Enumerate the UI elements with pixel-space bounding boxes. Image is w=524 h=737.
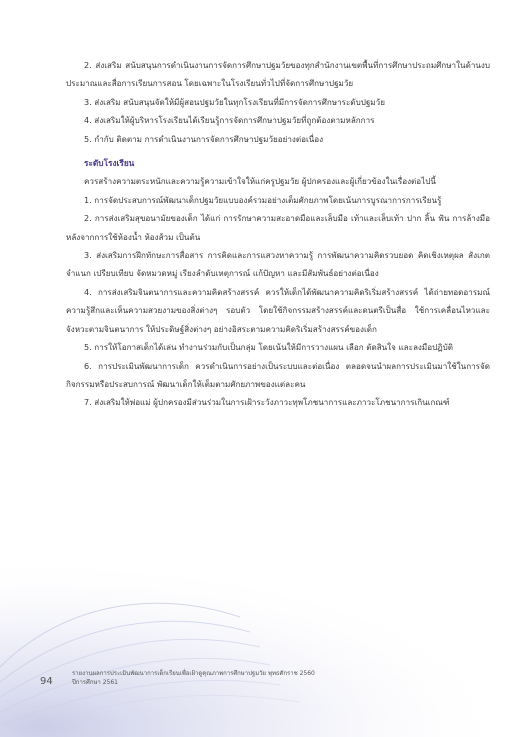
- list-item: 2. ส่งเสริม สนับสนุนการดำเนินงานการจัดการศึกษาปฐมวัยของทุกสำนักงานเขตพื้นที่การศึกษาประถมศึกษาในด้านงบประมาณและสื่อการเรียนการสอน โดยเฉพาะในโรงเรียนทั่วไปที่จัดการศึกษาปฐมวัย: [66, 60, 490, 89]
- section-intro: ควรสร้างความตระหนักและความรู้ความเข้าใจให้แก่ครูปฐมวัย ผู้ปกครองและผู้เกี่ยวข้องในเรื่องต่อไปนี้: [84, 176, 436, 187]
- decorative-swoosh: [0, 547, 524, 737]
- list-item: 3. ส่งเสริม สนับสนุนจัดให้มีผู้สอนปฐมวัยในทุกโรงเรียนที่มีการจัดการศึกษาระดับปฐมวัย: [84, 96, 385, 107]
- footer-title: [72, 669, 315, 687]
- list-item: 1. การจัดประสบการณ์พัฒนาเด็กปฐมวัยแบบองค์รวมอย่างเต็มศักยภาพโดยเน้นการบูรณาการการเรียนรู้: [84, 194, 442, 205]
- list-item: 4. ส่งเสริมให้ผู้บริหารโรงเรียนได้เรียนรู้การจัดการศึกษาปฐมวัยที่ถูกต้องตามหลักการ: [84, 115, 375, 126]
- list-item: 6. การประเมินพัฒนาการเด็ก ควรดำเนินการอย่างเป็นระบบและต่อเนื่อง ตลอดจนนำผลการประเมินมาใช้ในการจัดกิจกรรมหรือประสบการณ์ พัฒนาเด็กให้เต็มตามศักยภาพของแต่ละคน: [66, 360, 490, 389]
- section-heading: ระดับโรงเรียน: [84, 158, 135, 169]
- page-number: 94: [40, 676, 53, 687]
- list-item: 7. ส่งเสริมให้พ่อแม่ ผู้ปกครองมีส่วนร่วมในการเฝ้าระวังภาวะทุพโภชนาการและภาวะโภชนาการเกินเกณฑ์: [84, 397, 450, 408]
- page-footer: [40, 667, 400, 697]
- list-item: 3. ส่งเสริมการฝึกทักษะการสื่อสาร การคิดและการแสวงหาความรู้ การพัฒนาความคิดรวบยอด คิดเชิงเหตุผล สังเกต จำแนก เปรียบเทียบ จัดหมวดหมู่ เรียงลำดับเหตุการณ์ แก้ปัญหา และมีสัมพันธ์อย่างต่อเนื่อง: [66, 250, 490, 279]
- footer-title-line: รายงานผลการประเมินพัฒนาการเด็กเรียนเพื่อเฝ้าดูคุณภาพการศึกษาปฐมวัย พุทธศักราช 2560: [72, 670, 315, 677]
- document-body: [66, 56, 490, 412]
- list-item: 5. การให้โอกาสเด็กได้เล่น ทำงานร่วมกับเป็นกลุ่ม โดยเน้นให้มีการวางแผน เลือก ตัดสินใจ และลงมือปฏิบัติ: [84, 342, 454, 353]
- list-item: 2. การส่งเสริมสุขอนามัยของเด็ก ได้แก่ การรักษาความสะอาดมือและเล็บมือ เท้าและเล็บเท้า ปาก ลิ้น ฟัน การล้างมือหลังจากการใช้ห้องน้ำ ห้องส้วม เป็นต้น: [66, 213, 490, 242]
- list-item: 4. การส่งเสริมจินตนาการและความคิดสร้างสรรค์ ควรให้เด็กได้พัฒนาความคิดริเริ่มสร้างสรรค์ ได้ถ่ายทอดอารมณ์ความรู้สึกและเห็นความสวยงามของสิ่งต่างๆ รอบตัว โดยใช้กิจกรรมสร้างสรรค์และดนตรีเป็นสื่อ ใช้การเคลื่อนไหวและจังหวะตามจินตนาการ ให้ประดิษฐ์สิ่งต่างๆ อย่างอิสระตามความคิดริเริ่มสร้างสรรค์ของเด็ก: [66, 286, 490, 334]
- list-item: 5. กำกับ ติดตาม การดำเนินงานการจัดการศึกษาปฐมวัยอย่างต่อเนื่อง: [84, 133, 324, 144]
- footer-year-line: ปีการศึกษา 2561: [72, 679, 118, 686]
